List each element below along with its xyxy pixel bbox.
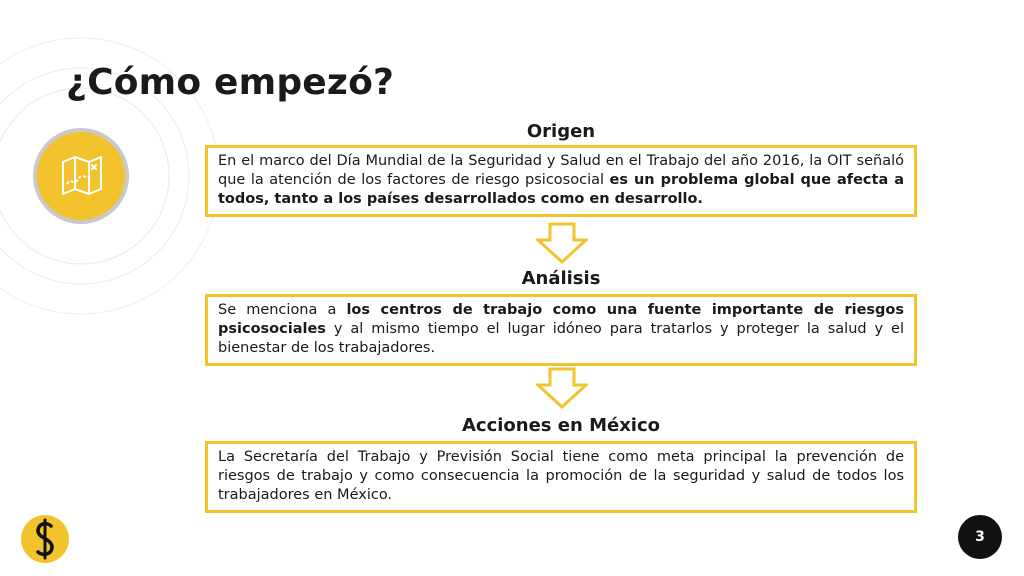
section-box-origen xyxy=(205,145,917,217)
map-icon xyxy=(61,154,103,196)
section-text-analisis: Se menciona a los centros de trabajo como una fuente importante de riesgos psicosociales y al mismo tiempo el lugar idóneo para tratarlos y proteger la salud y el bienestar de los trabajadores. xyxy=(218,302,905,356)
section-heading-analisis: Análisis xyxy=(521,268,601,289)
section-box-acciones xyxy=(205,441,917,513)
section-box-analisis xyxy=(205,294,917,366)
down-arrow-icon xyxy=(536,222,588,264)
section-heading-origen: Origen xyxy=(526,121,596,142)
section-text-acciones: La Secretaría del Trabajo y Previsión Social tiene como meta principal la prevención de riesgos de trabajo y como consecuencia la promoción de la seguridad y salud de todos los trabajadores en México. xyxy=(218,449,904,503)
brand-s-logo-icon xyxy=(20,514,70,564)
section-text-origen: En el marco del Día Mundial de la Seguridad y Salud en el Trabajo del año 2016, la OIT señaló que la atención de los factores de riesgo psicosocial es un problema global que afecta a todos, tanto a los países desarrollados como en desarrollo. xyxy=(218,153,904,207)
badge xyxy=(33,128,129,224)
page-number-badge: 3 xyxy=(958,515,1002,559)
section-heading-acciones: Acciones en México xyxy=(461,415,661,436)
page-title: ¿Cómo empezó? xyxy=(66,62,395,103)
down-arrow-icon xyxy=(536,367,588,409)
badge-inner xyxy=(37,132,125,220)
